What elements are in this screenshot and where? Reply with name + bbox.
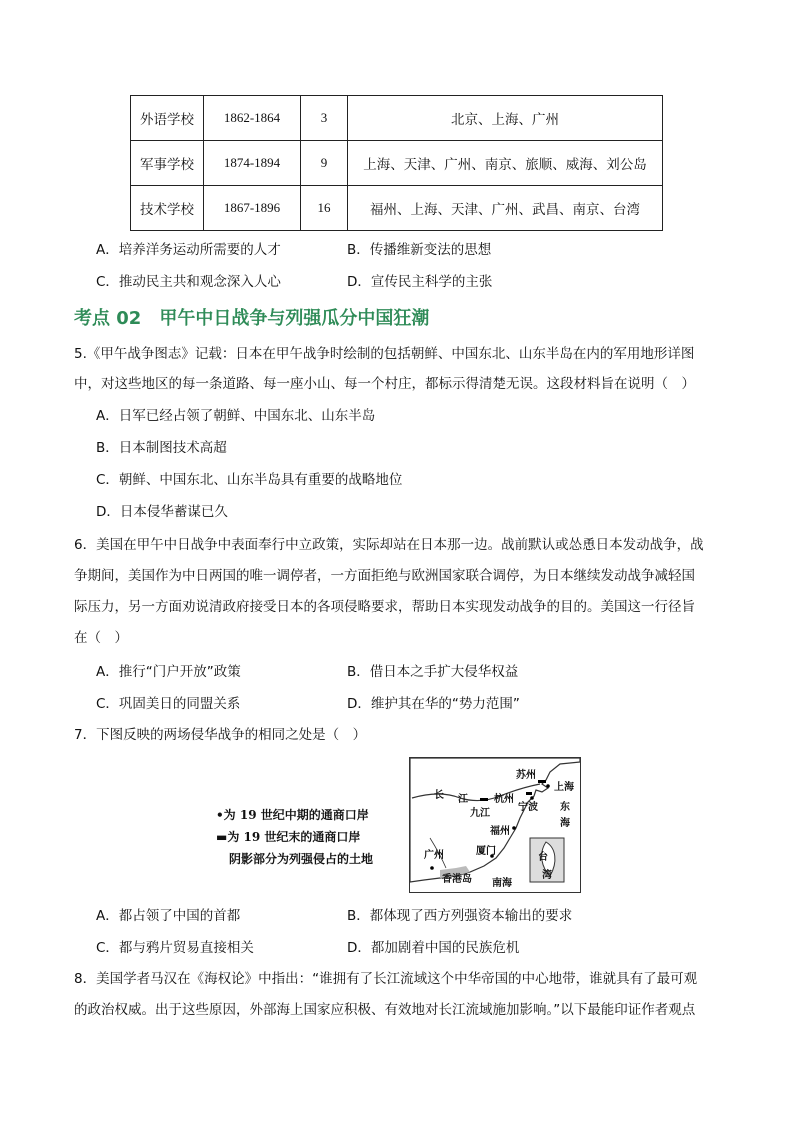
map-label: 杭州 (494, 794, 514, 805)
table-row (131, 141, 663, 186)
table-cell: 1867-1896 (204, 186, 301, 231)
map-label: 香港岛 (442, 874, 472, 885)
map-label: 海 (560, 818, 570, 829)
question-5-text: 5.《甲午战争图志》记载：日本在甲午战争时绘制的包括朝鲜、中国东北、山东半岛在内的军用地形详图 (74, 346, 695, 362)
table-cell: 9 (301, 141, 348, 186)
map-label: 广州 (424, 850, 444, 861)
map-label: 湾 (542, 870, 552, 881)
q7-option-c[interactable]: C．都与鸦片贸易直接相关 (96, 940, 254, 956)
table-cell: 上海、天津、广州、南京、旅顺、威海、刘公岛 (348, 141, 663, 186)
table-row (131, 186, 663, 231)
table-cell: 北京、上海、广州 (348, 96, 663, 141)
table-row (131, 96, 663, 141)
table-cell: 技术学校 (131, 186, 204, 231)
question-6-text: 争期间，美国作为中日两国的唯一调停者，一方面拒绝与欧洲国家联合调停，为日本继续发动战争减轻国 (74, 568, 695, 584)
q4-option-a[interactable]: A．培养洋务运动所需要的人才 (96, 242, 281, 258)
q4-option-c[interactable]: C．推动民主共和观念深入人心 (96, 274, 281, 290)
map-label: 南海 (492, 878, 512, 889)
table-cell: 军事学校 (131, 141, 204, 186)
section-heading: 考点 02 甲午中日战争与列强瓜分中国狂潮 (74, 308, 430, 329)
q6-option-c[interactable]: C．巩固美日的同盟关系 (96, 696, 241, 712)
map-label: 厦门 (476, 846, 496, 857)
question-6-text: 际压力，另一方面劝说清政府接受日本的各项侵略要求，帮助日本实现发动战争的目的。美国这一行径旨 (74, 599, 695, 615)
q4-option-d[interactable]: D．宣传民主科学的主张 (347, 274, 493, 290)
map-label: 长 (434, 790, 444, 801)
q6-option-b[interactable]: B．借日本之手扩大侵华权益 (347, 664, 519, 680)
q5-option-c[interactable]: C．朝鲜、中国东北、山东半岛具有重要的战略地位 (96, 472, 403, 488)
map-label: 江 (458, 794, 468, 805)
china-coast-map (409, 757, 581, 893)
q5-option-b[interactable]: B．日本制图技术高超 (96, 440, 227, 456)
map-label: 上海 (554, 782, 574, 793)
table-cell: 福州、上海、天津、广州、武昌、南京、台湾 (348, 186, 663, 231)
map-label: 宁波 (518, 802, 538, 813)
question-6-text: 6．美国在甲午中日战争中表面奉行中立政策，实际却站在日本那一边。战前默认或怂恿日本发动战争，战 (74, 537, 704, 553)
table-cell: 1862-1864 (204, 96, 301, 141)
map-label: 苏州 (516, 770, 536, 781)
question-8-text: 8．美国学者马汉在《海权论》中指出：“谁拥有了长江流域这个中华帝国的中心地带，谁就具有了最可观 (74, 971, 698, 987)
question-5-text: 中，对这些地区的每一条道路、每一座小山、每一个村庄，都标示得清楚无误。这段材料旨在说明（ ） (74, 376, 695, 392)
q7-option-a[interactable]: A．都占领了中国的首都 (96, 908, 241, 924)
table-cell: 16 (301, 186, 348, 231)
map-label: 台 (538, 852, 548, 863)
map-label: 东 (560, 802, 570, 813)
map-legend-item: 阴影部分为列强侵占的土地 (229, 852, 374, 866)
question-7-text: 7．下图反映的两场侵华战争的相同之处是（ ） (74, 727, 367, 743)
schools-table (130, 95, 663, 231)
table-cell: 外语学校 (131, 96, 204, 141)
map-label: 福州 (490, 826, 510, 837)
q5-option-d[interactable]: D．日本侵华蓄谋已久 (96, 504, 228, 520)
question-8-text: 的政治权威。出于这些原因，外部海上国家应积极、有效地对长江流域施加影响。”以下最能印证作者观点 (74, 1002, 696, 1018)
map-legend-item: •为 19 世纪中期的通商口岸 (216, 808, 369, 822)
map-legend-item: ▬为 19 世纪末的通商口岸 (216, 830, 361, 844)
q4-option-b[interactable]: B．传播维新变法的思想 (347, 242, 492, 258)
q7-option-b[interactable]: B．都体现了西方列强资本输出的要求 (347, 908, 573, 924)
q7-option-d[interactable]: D．都加剧着中国的民族危机 (347, 940, 520, 956)
map-label: 九江 (470, 808, 490, 819)
table-cell: 3 (301, 96, 348, 141)
table-cell: 1874-1894 (204, 141, 301, 186)
q5-option-a[interactable]: A．日军已经占领了朝鲜、中国东北、山东半岛 (96, 408, 376, 424)
q6-option-a[interactable]: A．推行“门户开放”政策 (96, 664, 241, 680)
question-6-text: 在（ ） (74, 630, 128, 646)
q6-option-d[interactable]: D．维护其在华的“势力范围” (347, 696, 520, 712)
